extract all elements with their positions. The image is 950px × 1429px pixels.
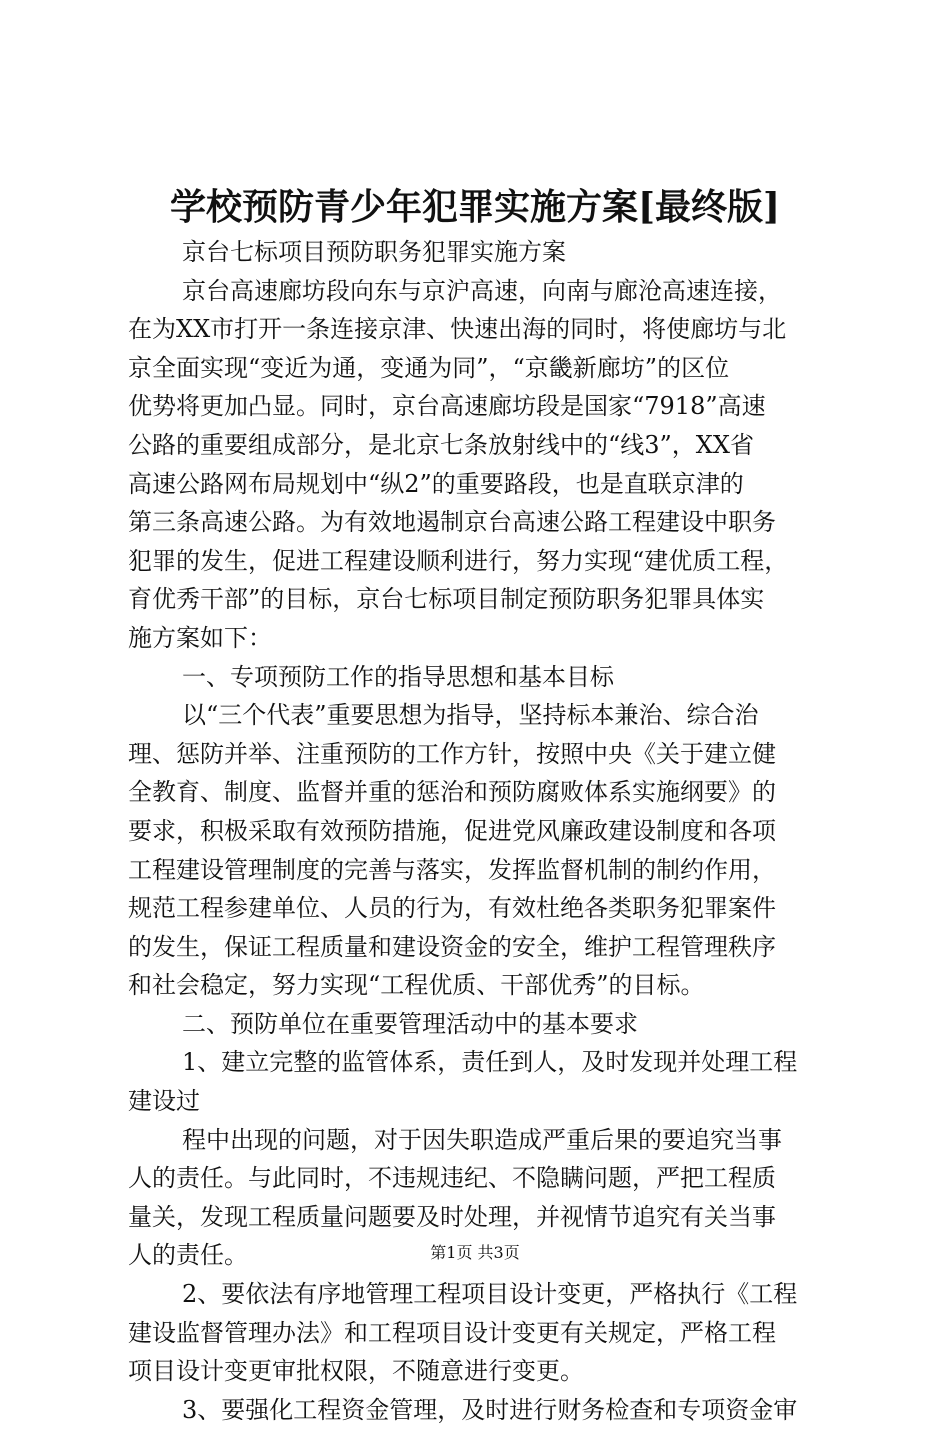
text-line: 优势将更加凸显。同时，京台高速廊坊段是国家“7918”高速: [128, 392, 766, 421]
text-line: 施方案如下：: [128, 623, 272, 652]
text-line: 2、要依法有序地管理工程项目设计变更，严格执行《工程: [182, 1280, 798, 1309]
text-line: 高速公路网布局规划中“纵2”的重要路段，也是直联京津的: [128, 469, 744, 498]
text-line: 理、惩防并举、注重预防的工作方针，按照中央《关于建立健: [128, 739, 776, 768]
text-line: 全教育、制度、监督并重的惩治和预防腐败体系实施纲要》的: [128, 778, 776, 807]
text-line: 要求，积极采取有效预防措施，促进党风廉政建设制度和各项: [128, 816, 776, 845]
text-line: 1、建立完整的监管体系，责任到人，及时发现并处理工程: [182, 1048, 798, 1077]
text-line: 工程建设管理制度的完善与落实，发挥监督机制的制约作用，: [128, 855, 776, 884]
text-line: 京全面实现“变近为通，变通为同”，“京畿新廊坊”的区位: [128, 353, 730, 382]
text-line: 规范工程参建单位、人员的行为，有效杜绝各类职务犯罪案件: [128, 894, 776, 923]
text-line: 二、预防单位在重要管理活动中的基本要求: [182, 1009, 638, 1038]
text-line: 京台高速廊坊段向东与京沪高速，向南与廊沧高速连接，: [182, 276, 782, 305]
text-line: 程中出现的问题，对于因失职造成严重后果的要追究当事: [182, 1125, 782, 1154]
text-line: 人的责任。: [128, 1241, 248, 1270]
text-line: 建设过: [128, 1087, 200, 1116]
text-line: 犯罪的发生，促进工程建设顺利进行，努力实现“建优质工程，: [128, 546, 789, 575]
text-line: 3、要强化工程资金管理，及时进行财务检查和专项资金审: [182, 1395, 798, 1424]
text-line: 人的责任。与此同时，不违规违纪、不隐瞒问题，严把工程质: [128, 1164, 776, 1193]
text-line: 在为XX市打开一条连接京津、快速出海的同时，将使廊坊与北: [128, 315, 787, 344]
text-line: 建设监督管理办法》和工程项目设计变更有关规定，严格工程: [128, 1318, 776, 1347]
text-line: 一、专项预防工作的指导思想和基本目标: [182, 662, 614, 691]
text-line: 项目设计变更审批权限，不随意进行变更。: [128, 1357, 584, 1386]
text-line: 和社会稳定，努力实现“工程优质、干部优秀”的目标。: [128, 971, 705, 1000]
text-line: 公路的重要组成部分，是北京七条放射线中的“线3”，XX省: [128, 430, 754, 459]
text-line: 以“三个代表”重要思想为指导，坚持标本兼治、综合治: [182, 701, 759, 730]
text-line: 京台七标项目预防职务犯罪实施方案: [182, 238, 566, 266]
text-line: 量关，发现工程质量问题要及时处理，并视情节追究有关当事: [128, 1202, 776, 1231]
text-line: 育优秀干部”的目标，京台七标项目制定预防职务犯罪具体实: [128, 585, 765, 614]
text-line: 的发生，保证工程质量和建设资金的安全，维护工程管理秩序: [128, 932, 776, 961]
page-footer: 第1页 共3页: [430, 1243, 520, 1262]
document-title: 学校预防青少年犯罪实施方案[最终版]: [169, 186, 781, 228]
text-line: 第三条高速公路。为有效地遏制京台高速公路工程建设中职务: [128, 508, 776, 537]
